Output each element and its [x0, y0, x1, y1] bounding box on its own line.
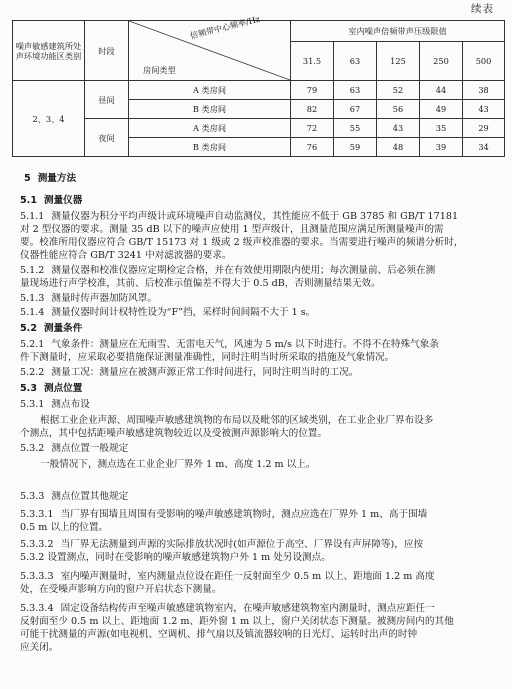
clause-5-2-1: 5.2.1 气象条件：测量应在无雨雪、无雷电天气，风速为 5 m/s 以下时进行。不得不在特殊气象条 件下测量时，应采取必要措施保证测量准确性，同时注明当时所采取的措施及气象情况。 [20, 339, 439, 363]
clause-5-3-3-2: 5.3.3.2 当厂界无法测量到声源的实际排放状况时(如声源位于高空、厂界设有声屏障等)，应按 5.3.2 设置测点，同时在受影响的噪声敏感建筑物户外 1 m 处另设测点。 [20, 539, 424, 563]
value-cell: 35 [420, 119, 463, 138]
header-freq: 500 [463, 42, 505, 81]
value-cell: 67 [334, 100, 377, 119]
section-5-1-heading: 5.1 测量仪器 [20, 195, 83, 206]
room-cell: B 类房间 [129, 100, 291, 119]
section-5-3-heading: 5.3 测点位置 [20, 383, 83, 394]
header-freq: 31.5 [291, 42, 334, 81]
value-cell: 59 [334, 138, 377, 157]
header-freq: 63 [334, 42, 377, 81]
value-cell: 43 [463, 100, 505, 119]
room-cell: A 类房间 [129, 119, 291, 138]
clause-5-3-2-heading: 5.3.2 测点位置一般规定 [20, 443, 129, 454]
clause-5-3-3-3: 5.3.3.3 室内噪声测量时，室内测量点位设在距任一反射面至少 0.5 m 以上、距地面 1.2 m 高度 处，在受噪声影响方向的窗户开启状态下测量。 [20, 571, 435, 595]
table-continued-label: 续表 [471, 3, 494, 15]
value-cell: 56 [377, 100, 420, 119]
header-limit-group: 室内噪声倍频带声压级限值 [291, 21, 505, 42]
header-region-category: 噪声敏感建筑所处声环境功能区类别 [13, 21, 85, 81]
value-cell: 39 [420, 138, 463, 157]
header-room-type-label: 房间类型 [143, 65, 176, 75]
period-cell: 昼间 [85, 81, 129, 119]
clause-5-1-4: 5.1.4 测量仪器时间计权特性设为“F”挡，采样时间间隔不大于 1 s。 [20, 307, 316, 318]
indoor-noise-limit-table [12, 13, 505, 157]
value-cell: 48 [377, 138, 420, 157]
table-row [13, 119, 505, 138]
room-cell: A 类房间 [129, 81, 291, 100]
value-cell: 72 [291, 119, 334, 138]
clause-5-2-2: 5.2.2 测量工况：测量应在被测声源正常工作时间进行，同时注明当时的工况。 [20, 367, 359, 378]
clause-5-3-3-1: 5.3.3.1 当厂界有围墙且周围有受影响的噪声敏感建筑物时，测点应选在厂界外 1 m、高于围墙 0.5 m 以上的位置。 [20, 509, 428, 533]
value-cell: 43 [377, 119, 420, 138]
section-5-heading: 5 测量方法 [24, 173, 77, 184]
section-5-2-heading: 5.2 测量条件 [20, 323, 83, 334]
value-cell: 49 [420, 100, 463, 119]
clause-5-3-1-heading: 5.3.1 测点布设 [20, 399, 90, 410]
value-cell: 76 [291, 138, 334, 157]
table-row [13, 81, 505, 100]
period-cell: 夜间 [85, 119, 129, 157]
value-cell: 44 [420, 81, 463, 100]
room-cell: B 类房间 [129, 138, 291, 157]
value-cell: 34 [463, 138, 505, 157]
value-cell: 55 [334, 119, 377, 138]
clause-5-3-3-4: 5.3.3.4 固定设备结构传声至噪声敏感建筑物室内，在噪声敏感建筑物室内测量时，测点应距任一 反射面至少 0.5 m 以上、距地面 1.2 m、距外窗 1 m 以上，窗户关闭状态下测量。被测房间内的其他 可能干扰测量的声源(如电视机、空调机、排气扇以及镇流器较响的日光灯、运转时出声的时钟 应关闭。 [20, 603, 454, 653]
value-cell: 29 [463, 119, 505, 138]
header-frequency-label: 倍频带中心频率/Hz [189, 13, 261, 41]
header-diagonal-cell [129, 13, 291, 81]
clause-5-3-2-body: 一般情况下，测点选在工业企业厂界外 1 m、高度 1.2 m 以上。 [40, 459, 316, 470]
clause-5-3-1-body: 根据工业企业声源、周围噪声敏感建筑物的布局以及毗邻的区域类别，在工业企业厂界布设多 个测点，其中包括距噪声敏感建筑物较近以及受被测声源影响大的位置。 [20, 415, 434, 439]
region-cell: 2、3、4 [13, 81, 85, 157]
clause-5-3-3-heading: 5.3.3 测点位置其他规定 [20, 491, 129, 502]
header-period: 时段 [85, 21, 129, 81]
clause-5-1-1: 5.1.1 测量仪器为积分平均声级计或环境噪声自动监测仪，其性能应不低于 GB 3785 和 GB/T 17181 对 2 型仪器的要求。测量 35 dB 以下的噪声应使用 1 型声级计，且测量范围应满足所测量噪声的需 要。校准所用仪器应符合 GB/T 15173 对 1 级或 2 级声校准器的要求。当需要进行噪声的频谱分析时， 仪器性能应符合 GB/T 3241 中对滤波器的要求。 [20, 211, 464, 261]
value-cell: 79 [291, 81, 334, 100]
value-cell: 63 [334, 81, 377, 100]
header-freq: 125 [377, 42, 420, 81]
header-freq: 250 [420, 42, 463, 81]
value-cell: 38 [463, 81, 505, 100]
clause-5-1-2: 5.1.2 测量仪器和校准仪器应定期检定合格，并在有效使用期限内使用；每次测量前、后必须在测 量现场进行声学校准，其前、后校准示值偏差不得大于 0.5 dB，否则测量结果无效。 [20, 265, 436, 289]
value-cell: 82 [291, 100, 334, 119]
clause-5-1-3: 5.1.3 测量时传声器加防风罩。 [20, 293, 157, 304]
value-cell: 52 [377, 81, 420, 100]
